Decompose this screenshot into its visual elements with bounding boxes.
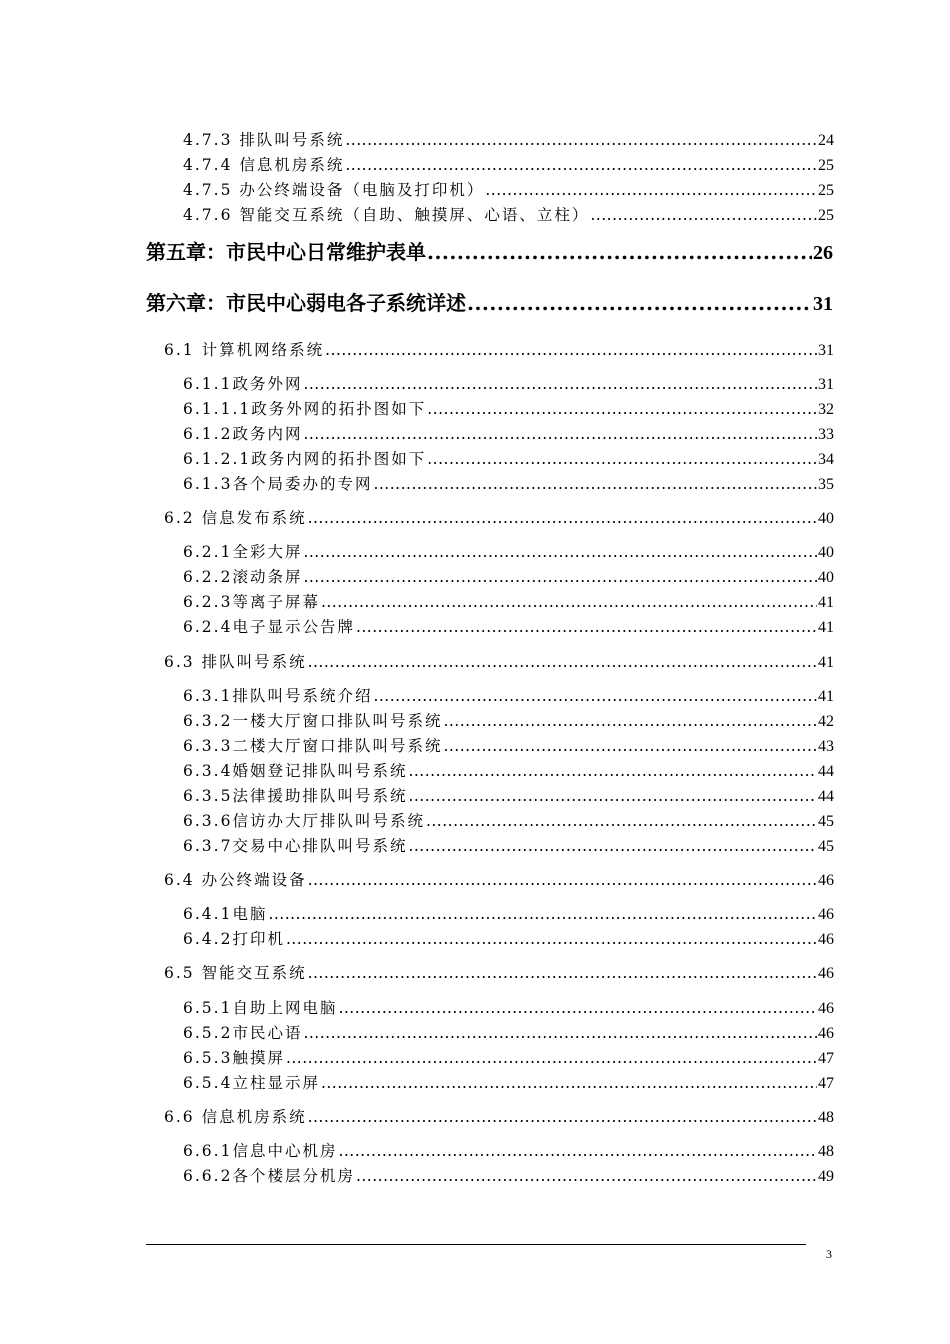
toc-entry[interactable] (183, 422, 834, 444)
dot-leader (268, 905, 817, 923)
toc-entry-label: 6.1.2政务内网 (183, 425, 303, 443)
dot-leader (427, 240, 812, 264)
toc-entry[interactable] (183, 1046, 834, 1068)
toc-entry-label: 4.7.4 信息机房系统 (183, 156, 345, 174)
dot-leader (408, 762, 817, 780)
toc-entry[interactable] (183, 203, 834, 225)
toc-entry-label: 6.6.2各个楼层分机房 (183, 1167, 355, 1185)
dot-leader (308, 653, 817, 671)
toc-entry[interactable] (183, 565, 834, 587)
toc-entry-label: 6.3.6信访办大厅排队叫号系统 (183, 812, 425, 830)
toc-entry[interactable] (183, 128, 834, 150)
toc-entry-label: 6.3.3二楼大厅窗口排队叫号系统 (183, 737, 443, 755)
toc-entry-label: 6.2.1全彩大屏 (183, 543, 303, 561)
toc-entry-page: 44 (818, 763, 834, 780)
toc-chapter-entry[interactable] (146, 236, 833, 265)
toc-entry-page: 25 (818, 207, 834, 224)
dot-leader (303, 425, 817, 443)
dot-leader (356, 618, 817, 636)
toc-section-label: 6.1 计算机网络系统 (164, 341, 325, 359)
toc-entry-label: 6.5.4立柱显示屏 (183, 1074, 320, 1092)
toc-entry-label: 4.7.6 智能交互系统（自助、触摸屏、心语、立柱） (183, 206, 590, 224)
toc-entry[interactable] (183, 902, 834, 924)
dot-leader (485, 181, 817, 199)
dot-leader (303, 568, 817, 586)
toc-entry-label: 6.2.3等离子屏幕 (183, 593, 320, 611)
toc-entry-label: 6.1.2.1政务内网的拓扑图如下 (183, 450, 427, 468)
toc-entry-page: 48 (818, 1143, 834, 1160)
dot-leader (325, 341, 817, 359)
dot-leader (408, 787, 817, 805)
toc-entry[interactable] (183, 784, 834, 806)
dot-leader (373, 687, 817, 705)
toc-entry[interactable] (183, 178, 834, 200)
toc-entry[interactable] (183, 734, 834, 756)
toc-chapter-label: 第六章：市民中心弱电各子系统详述 (146, 291, 466, 315)
toc-chapter-entry[interactable] (146, 287, 833, 316)
toc-section-label: 6.6 信息机房系统 (164, 1108, 307, 1126)
toc-entry-page: 40 (818, 569, 834, 586)
toc-entry-page: 45 (818, 813, 834, 830)
dot-leader (373, 475, 817, 493)
dot-leader (308, 509, 817, 527)
toc-entry-label: 6.3.2一楼大厅窗口排队叫号系统 (183, 712, 443, 730)
toc-entry[interactable] (183, 540, 834, 562)
toc-section-entry[interactable] (164, 1105, 834, 1127)
dot-leader (443, 737, 817, 755)
toc-entry-label: 4.7.3 排队叫号系统 (183, 131, 345, 149)
toc-entry-page: 42 (818, 713, 834, 730)
toc-entry-page: 40 (818, 544, 834, 561)
toc-entry[interactable] (183, 1021, 834, 1043)
toc-entry-page: 31 (818, 376, 834, 393)
dot-leader (356, 1167, 817, 1185)
dot-leader (427, 400, 817, 418)
toc-entry[interactable] (183, 709, 834, 731)
toc-entry-page: 32 (818, 401, 834, 418)
toc-entry-label: 6.1.3各个局委办的专网 (183, 475, 373, 493)
toc-entry-label: 6.3.5法律援助排队叫号系统 (183, 787, 408, 805)
toc-entry-page: 45 (818, 838, 834, 855)
dot-leader (286, 1049, 817, 1067)
toc-entry-page: 46 (818, 1000, 834, 1017)
toc-entry[interactable] (183, 1139, 834, 1161)
toc-entry-label: 6.5.2市民心语 (183, 1024, 303, 1042)
toc-section-page: 40 (818, 510, 834, 527)
toc-entry-page: 46 (818, 1025, 834, 1042)
toc-section-page: 31 (818, 342, 834, 359)
toc-entry-label: 6.3.7交易中心排队叫号系统 (183, 837, 408, 855)
toc-entry-page: 47 (818, 1075, 834, 1092)
toc-entry[interactable] (183, 372, 834, 394)
dot-leader (308, 964, 817, 982)
toc-section-entry[interactable] (164, 506, 834, 528)
toc-entry[interactable] (183, 834, 834, 856)
toc-entry-page: 35 (818, 476, 834, 493)
toc-entry-label: 6.3.4婚姻登记排队叫号系统 (183, 762, 408, 780)
toc-section-page: 41 (818, 654, 834, 671)
toc-section-label: 6.3 排队叫号系统 (164, 653, 307, 671)
toc-entry-page: 25 (818, 157, 834, 174)
dot-leader (338, 1142, 817, 1160)
toc-entry-label: 6.5.1自助上网电脑 (183, 999, 338, 1017)
dot-leader (303, 543, 817, 561)
toc-entry[interactable] (183, 1071, 834, 1093)
toc-entry-label: 6.6.1信息中心机房 (183, 1142, 338, 1160)
toc-entry[interactable] (183, 397, 834, 419)
dot-leader (286, 930, 817, 948)
toc-section-page: 48 (818, 1109, 834, 1126)
toc-entry-page: 44 (818, 788, 834, 805)
dot-leader (303, 1024, 817, 1042)
dot-leader (408, 837, 817, 855)
dot-leader (338, 999, 817, 1017)
toc-entry[interactable] (183, 447, 834, 469)
toc-section-entry[interactable] (164, 338, 834, 360)
toc-entry-label: 6.4.2打印机 (183, 930, 285, 948)
toc-entry-page: 25 (818, 182, 834, 199)
dot-leader (590, 206, 817, 224)
toc-section-page: 46 (818, 965, 834, 982)
toc-entry-page: 34 (818, 451, 834, 468)
toc-entry-label: 6.2.4电子显示公告牌 (183, 618, 355, 636)
footer-divider (146, 1244, 806, 1245)
toc-entry-page: 49 (818, 1168, 834, 1185)
toc-entry-page: 24 (818, 132, 834, 149)
toc-entry-page: 41 (818, 688, 834, 705)
footer-page-number: 3 (826, 1247, 832, 1261)
toc-entry[interactable] (183, 927, 834, 949)
toc-entry[interactable] (183, 615, 834, 637)
toc-entry[interactable] (183, 153, 834, 175)
dot-leader (467, 291, 812, 315)
toc-entry-page: 46 (818, 931, 834, 948)
toc-entry[interactable] (183, 472, 834, 494)
dot-leader (308, 1108, 817, 1126)
dot-leader (303, 375, 817, 393)
dot-leader (345, 131, 817, 149)
toc-section-label: 6.4 办公终端设备 (164, 871, 307, 889)
toc-entry-page: 41 (818, 594, 834, 611)
dot-leader (345, 156, 817, 174)
toc-entry[interactable] (183, 996, 834, 1018)
toc-chapter-page: 31 (813, 293, 833, 315)
toc-entry-label: 6.5.3触摸屏 (183, 1049, 285, 1067)
toc-entry-label: 6.1.1政务外网 (183, 375, 303, 393)
toc-section-entry[interactable] (164, 868, 834, 890)
toc-entry-page: 47 (818, 1050, 834, 1067)
toc-entry[interactable] (183, 759, 834, 781)
toc-entry-label: 6.3.1排队叫号系统介绍 (183, 687, 373, 705)
dot-leader (427, 450, 817, 468)
dot-leader (308, 871, 817, 889)
dot-leader (321, 593, 817, 611)
toc-entry[interactable] (183, 809, 834, 831)
toc-entry-page: 43 (818, 738, 834, 755)
toc-entry[interactable] (183, 1164, 834, 1186)
toc-entry-label: 6.2.2滚动条屏 (183, 568, 303, 586)
toc-entry-label: 6.4.1电脑 (183, 905, 268, 923)
toc-entry[interactable] (183, 590, 834, 612)
toc-chapter-label: 第五章：市民中心日常维护表单 (146, 240, 426, 264)
toc-entry-page: 33 (818, 426, 834, 443)
toc-entry-label: 4.7.5 办公终端设备（电脑及打印机） (183, 181, 485, 199)
toc-entry-label: 6.1.1.1政务外网的拓扑图如下 (183, 400, 427, 418)
toc-section-label: 6.2 信息发布系统 (164, 509, 307, 527)
toc-entry[interactable] (183, 684, 834, 706)
dot-leader (426, 812, 817, 830)
toc-section-entry[interactable] (164, 650, 834, 672)
toc-section-page: 46 (818, 872, 834, 889)
toc-section-label: 6.5 智能交互系统 (164, 964, 307, 982)
toc-chapter-page: 26 (813, 242, 833, 264)
toc-entry-page: 41 (818, 619, 834, 636)
dot-leader (321, 1074, 817, 1092)
toc-section-entry[interactable] (164, 961, 834, 983)
dot-leader (443, 712, 817, 730)
toc-entry-page: 46 (818, 906, 834, 923)
